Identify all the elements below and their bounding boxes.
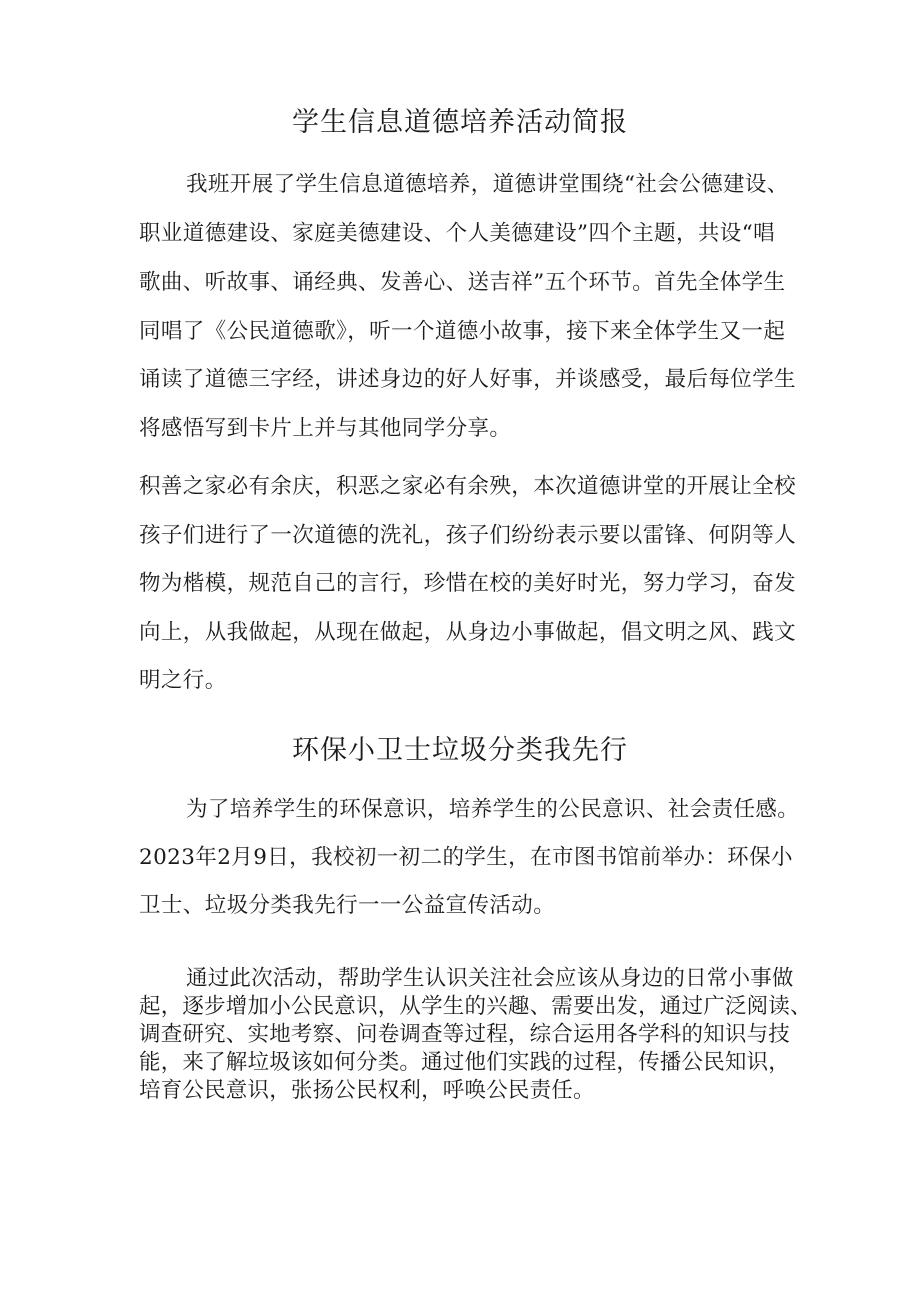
section1-para2-line: 物为楷模，规范自己的言行，珍惜在校的美好时光，努力学习，奋发 [139,571,797,596]
section1-para1-line: 我班开展了学生信息道德培养，道德讲堂围绕“社会公德建设、 [186,172,789,197]
section2-para2-line: 调查研究、实地考察、问卷调查等过程，综合运用各学科的知识与技 [139,1022,791,1047]
section1-para1-line: 职业道德建设、家庭美德建设、个人美德建设”四个主题，共设“唱 [139,221,775,246]
section1-para2-line: 积善之家必有余庆，积恶之家必有余殃，本次道德讲堂的开展让全校 [139,474,797,499]
section1-para2-line: 孩子们进行了一次道德的洗礼，孩子们纷纷表示要以雷锋、何阴等人 [139,523,797,548]
section1-para2-line: 向上，从我做起，从现在做起，从身边小事做起，倡文明之风、践文 [139,620,797,645]
section2-para2-line: 通过此次活动，帮助学生认识关注社会应该从身边的日常小事做 [186,966,794,991]
section2-para2-line: 能，来了解垃圾该如何分类。通过他们实践的过程，传播公民知识， [139,1050,791,1075]
section1-para1-line: 歌曲、听故事、诵经典、发善心、送吉祥”五个环节。首先全体学生 [139,270,786,295]
section1-para1-line: 诵读了道德三字经，讲述身边的好人好事，并谈感受，最后每位学生 [139,367,797,392]
section1-title: 学生信息道德培养活动简报 [292,107,628,138]
section1-para1-line: 同唱了《公民道德歌》，听一个道德小故事，接下来全体学生又一起 [139,319,786,344]
section2-title: 环保小卫士垃圾分类我先行 [292,735,628,766]
section1-para2-line: 明之行。 [139,668,227,693]
section2-para1-line: 2023年2月9日，我校初一初二的学生，在市图书馆前举办：环保小 [139,845,793,870]
section2-para1-line: 为了培养学生的环保意识，培养学生的公民意识、社会责任感。 [186,797,800,822]
section2-para2-line: 培育公民意识，张扬公民权利，呼唤公民责任。 [139,1078,595,1103]
section1-para1-line: 将感悟写到卡片上并与其他同学分享。 [139,416,512,441]
section2-para1-line: 卫士、垃圾分类我先行一一公益宣传活动。 [139,893,556,918]
section2-para2-line: 起，逐步增加小公民意识，从学生的兴趣、需要出发，通过广泛阅读、 [139,994,812,1019]
